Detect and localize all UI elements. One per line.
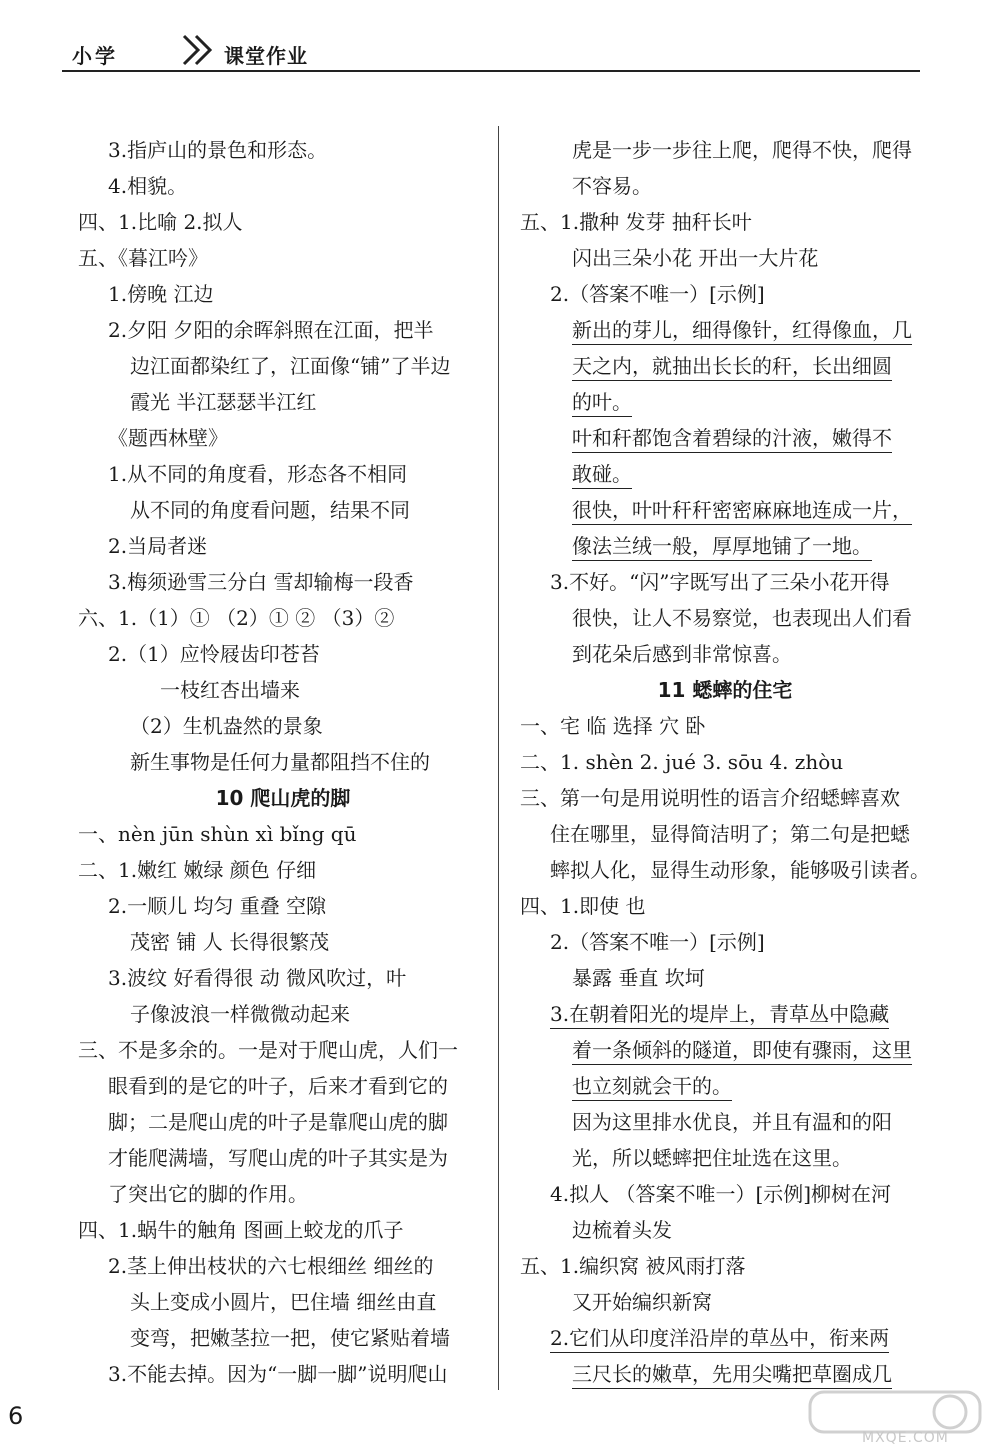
answer-text: 又开始编织新窝 — [572, 1290, 712, 1314]
answer-text: 茂密 铺 人 长得很繁茂 — [130, 930, 330, 954]
answer-line — [520, 780, 930, 816]
answer-line — [520, 744, 930, 780]
answer-text: 四、1.蜗牛的触角 图画上蛟龙的爪子 — [78, 1218, 404, 1242]
answer-line — [78, 1068, 488, 1104]
answer-line — [520, 1212, 930, 1248]
header-book-title: 课堂作业 — [224, 44, 308, 68]
answer-line — [520, 564, 930, 600]
answer-text: 边江面都染红了，江面像“铺”了半边 — [130, 354, 451, 378]
answer-text: 脚；二是爬山虎的叶子是靠爬山虎的脚 — [108, 1110, 448, 1134]
answer-line — [78, 708, 488, 744]
answer-line — [78, 924, 488, 960]
answer-text: 新出的芽儿，细得像针，红得像血，几 — [572, 318, 912, 345]
answer-text: 三尺长的嫩草，先用尖嘴把草圈成几 — [572, 1362, 892, 1389]
answer-line — [520, 960, 930, 996]
answer-text: 2.夕阳 夕阳的余晖斜照在江面，把半 — [108, 318, 434, 342]
answer-line — [520, 132, 930, 168]
answer-text: 3.不能去掉。因为“一脚一脚”说明爬山 — [108, 1362, 448, 1386]
answer-text: 头上变成小圆片，巴住墙 细丝由直 — [130, 1290, 437, 1314]
answer-line — [520, 924, 930, 960]
answer-text: 五、《暮江吟》 — [78, 246, 208, 270]
answer-line — [78, 564, 488, 600]
answer-text: 很快，叶叶秆秆密密麻麻地连成一片， — [572, 498, 912, 525]
answer-text: 1.从不同的角度看，形态各不相同 — [108, 462, 408, 486]
answer-line — [78, 132, 488, 168]
answer-text: 一枝红杏出墙来 — [160, 678, 300, 702]
answer-line — [78, 1248, 488, 1284]
answer-line — [520, 1320, 930, 1356]
answer-text: 2.茎上伸出枝状的六七根细丝 细丝的 — [108, 1254, 434, 1278]
answer-text: 4.相貌。 — [108, 174, 188, 198]
answer-text: 因为这里排水优良，并且有温和的阳 — [572, 1110, 892, 1134]
answer-line — [520, 600, 930, 636]
answer-text: 霞光 半江瑟瑟半江红 — [130, 390, 317, 414]
answer-text: 二、1.嫩红 嫩绿 颜色 仔细 — [78, 858, 317, 882]
answer-text: 才能爬满墙，写爬山虎的叶子其实是为 — [108, 1146, 448, 1170]
answer-text: 叶和秆都饱含着碧绿的汁液，嫩得不 — [572, 426, 892, 453]
answer-text: 《题西林壁》 — [108, 426, 228, 450]
answer-line — [520, 276, 930, 312]
answer-text: 五、1.撒种 发芽 抽秆长叶 — [520, 210, 752, 234]
answer-line — [78, 168, 488, 204]
answer-line — [78, 960, 488, 996]
answer-text: 2.一顺儿 均匀 重叠 空隙 — [108, 894, 327, 918]
answer-text: 2.（1）应怜屐齿印苍苔 — [108, 642, 320, 666]
answer-line — [78, 492, 488, 528]
answer-text: 不容易。 — [572, 174, 652, 198]
answer-text: 也立刻就会干的。 — [572, 1074, 732, 1101]
answer-line — [520, 1140, 930, 1176]
answer-line — [78, 1356, 488, 1392]
answer-line — [78, 384, 488, 420]
answer-text: 的叶。 — [572, 390, 632, 417]
answer-line — [520, 816, 930, 852]
answer-text: 住在哪里，显得简洁明了；第二句是把蟋 — [550, 822, 910, 846]
answer-text: 六、1.（1）① （2）① ② （3）② — [78, 606, 395, 630]
answer-line — [520, 1176, 930, 1212]
watermark-text: MXQE.COM — [862, 1430, 949, 1446]
right-answer-column — [520, 132, 930, 1392]
answer-line — [520, 888, 930, 924]
answer-text: 很快，让人不易察觉，也表现出人们看 — [572, 606, 912, 630]
answer-text: 天之内，就抽出长长的秆，长出细圆 — [572, 354, 892, 381]
answer-text: 2.它们从印度洋沿岸的草丛中，衔来两 — [550, 1326, 889, 1353]
answer-text: 敢碰。 — [572, 462, 632, 489]
answer-text: 3.波纹 好看得很 动 微风吹过，叶 — [108, 966, 407, 990]
answer-line — [78, 312, 488, 348]
answer-text: （2）生机盎然的景象 — [130, 714, 323, 738]
answer-text: 到花朵后感到非常惊喜。 — [572, 642, 792, 666]
answer-line — [78, 636, 488, 672]
page-number: 6 — [8, 1402, 24, 1430]
answer-line — [520, 636, 930, 672]
answer-text: 眼看到的是它的叶子，后来才看到它的 — [108, 1074, 448, 1098]
answer-line — [520, 1248, 930, 1284]
answer-line — [78, 1284, 488, 1320]
lesson-heading — [520, 672, 930, 708]
answer-line — [520, 312, 930, 348]
answer-line — [78, 1140, 488, 1176]
answer-text: 变弯，把嫩茎拉一把，使它紧贴着墙 — [130, 1326, 450, 1350]
answer-text: 了突出它的脚的作用。 — [108, 1182, 308, 1206]
page-header — [62, 36, 920, 72]
answer-text: 4.拟人 （答案不唯一）[示例]柳树在河 — [550, 1182, 892, 1206]
answer-line — [520, 1068, 930, 1104]
answer-line — [520, 420, 930, 456]
answer-text: 四、1.比喻 2.拟人 — [78, 210, 243, 234]
answer-line — [78, 816, 488, 852]
answer-line — [78, 420, 488, 456]
answer-line — [520, 384, 930, 420]
lesson-heading — [78, 780, 488, 816]
answer-line — [520, 996, 930, 1032]
answer-text: 子像波浪一样微微动起来 — [130, 1002, 350, 1026]
answer-text: 着一条倾斜的隧道，即使有骤雨，这里 — [572, 1038, 912, 1065]
column-divider — [498, 126, 499, 1390]
answer-line — [78, 852, 488, 888]
answer-text: 五、1.编织窝 被风雨打落 — [520, 1254, 746, 1278]
answer-text: 一、宅 临 选择 穴 卧 — [520, 714, 706, 738]
answer-line — [78, 240, 488, 276]
answer-line — [78, 996, 488, 1032]
answer-text: 2.当局者迷 — [108, 534, 208, 558]
answer-line — [78, 276, 488, 312]
answer-text: 2.（答案不唯一）[示例] — [550, 930, 765, 954]
answer-line — [78, 600, 488, 636]
answer-line — [520, 852, 930, 888]
answer-text: 虎是一步一步往上爬，爬得不快，爬得 — [572, 138, 912, 162]
answer-text: 四、1.即使 也 — [520, 894, 646, 918]
answer-line — [520, 708, 930, 744]
answer-text: 11 蟋蟀的住宅 — [657, 678, 793, 702]
answer-text: 暴露 垂直 坎坷 — [572, 966, 705, 990]
left-answer-column — [78, 132, 488, 1392]
answer-text: 二、1. shèn 2. jué 3. sōu 4. zhòu — [520, 750, 844, 774]
answer-line — [78, 348, 488, 384]
answer-line — [78, 456, 488, 492]
answer-text: 三、第一句是用说明性的语言介绍蟋蟀喜欢 — [520, 786, 900, 810]
answer-line — [78, 1104, 488, 1140]
answer-line — [520, 1284, 930, 1320]
answer-text: 闪出三朵小花 开出一大片花 — [572, 246, 819, 270]
answer-text: 3.在朝着阳光的堤岸上，青草丛中隐藏 — [550, 1002, 889, 1029]
answer-line — [520, 348, 930, 384]
answer-text: 光，所以蟋蟀把住址选在这里。 — [572, 1146, 852, 1170]
answer-line — [520, 1104, 930, 1140]
answer-line — [520, 528, 930, 564]
answer-text: 2.（答案不唯一）[示例] — [550, 282, 765, 306]
answer-text: 边梳着头发 — [572, 1218, 672, 1242]
answer-text: 10 爬山虎的脚 — [215, 786, 351, 810]
answer-line — [520, 492, 930, 528]
answer-line — [78, 528, 488, 564]
double-chevron-icon — [180, 32, 220, 68]
header-grade-label: 小学 — [72, 44, 118, 68]
answer-text: 3.梅须逊雪三分白 雪却输梅一段香 — [108, 570, 414, 594]
answer-text: 三、不是多余的。一是对于爬山虎，人们一 — [78, 1038, 458, 1062]
answer-text: 1.傍晚 江边 — [108, 282, 214, 306]
answer-line — [78, 672, 488, 708]
answer-text: 一、nèn jūn shùn xì bǐng qū — [78, 822, 357, 846]
answer-text: 像法兰绒一般，厚厚地铺了一地。 — [572, 534, 872, 561]
answer-line — [78, 204, 488, 240]
answer-text: 从不同的角度看问题，结果不同 — [130, 498, 410, 522]
answer-text: 蟀拟人化，显得生动形象，能够吸引读者。 — [550, 858, 930, 882]
answer-line — [520, 168, 930, 204]
answer-line — [78, 1320, 488, 1356]
answer-line — [78, 744, 488, 780]
answer-line — [520, 456, 930, 492]
answer-text: 3.指庐山的景色和形态。 — [108, 138, 328, 162]
answer-line — [78, 888, 488, 924]
answer-line — [78, 1176, 488, 1212]
answer-line — [78, 1212, 488, 1248]
answer-line — [520, 1032, 930, 1068]
answer-line — [520, 240, 930, 276]
answer-line — [520, 204, 930, 240]
answer-line — [78, 1032, 488, 1068]
answer-text: 新生事物是任何力量都阻挡不住的 — [130, 750, 430, 774]
answer-text: 3.不好。“闪”字既写出了三朵小花开得 — [550, 570, 890, 594]
